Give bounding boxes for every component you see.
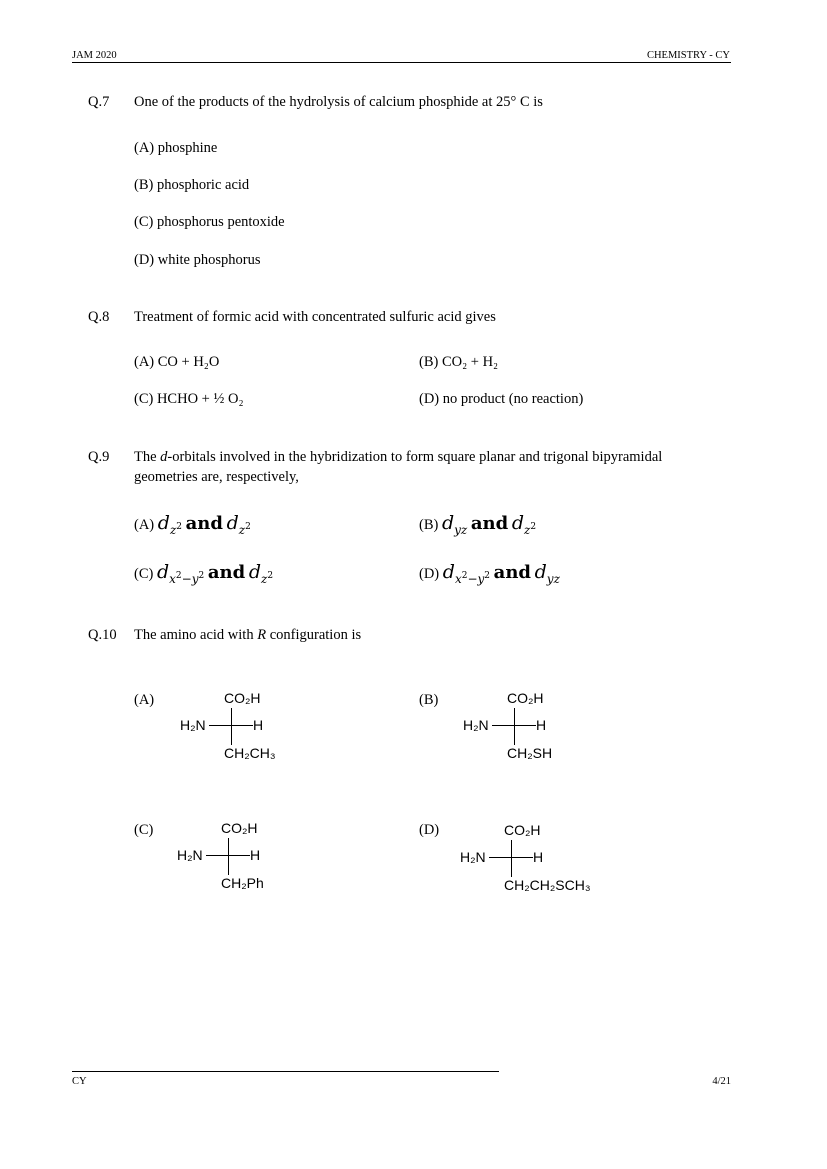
option-a: (A) $d_{z^2}$ and $d_{z^2}$ (134, 512, 251, 537)
bottom-group: CH₂SH (507, 745, 553, 761)
question-text: The d-orbitals involved in the hybridization to form square planar and trigonal bipyramidal geometries are, respectively, (134, 449, 663, 485)
footer-rule (72, 1071, 499, 1072)
question-number: Q.8 (88, 309, 110, 325)
option-a: (A) CO + H₂O (134, 354, 220, 370)
vertical-bond (511, 840, 512, 877)
top-group: CO₂H (224, 690, 261, 706)
option-d-label: (D) (419, 822, 440, 838)
question-text: Treatment of formic acid with concentrated sulfuric acid gives (134, 309, 496, 325)
right-group: H (250, 847, 261, 863)
option-b: (B) phosphoric acid (134, 177, 250, 193)
fischer-projection-d (460, 822, 620, 902)
option-d: (D) $d_{x^2-y^2}$ and $d_{yz}$ (419, 561, 560, 586)
left-group: H₂N (177, 847, 203, 863)
bottom-group: CH₂Ph (221, 875, 264, 891)
vertical-bond (514, 708, 515, 745)
question-text: One of the products of the hydrolysis of calcium phosphide at 25° C is (134, 94, 543, 110)
fischer-projection-b (463, 690, 603, 770)
bottom-group: CH₂CH₃ (224, 745, 276, 761)
option-c: (C) HCHO + ½ O₂ (134, 391, 244, 407)
right-group: H (253, 717, 264, 733)
bottom-group: CH₂CH₂SCH₃ (504, 877, 591, 893)
top-group: CO₂H (221, 820, 258, 836)
left-group: H₂N (463, 717, 489, 733)
question-text: The amino acid with R configuration is (134, 627, 362, 643)
left-group: H₂N (460, 849, 486, 865)
option-a-label: (A) (134, 692, 155, 708)
question-number: Q.10 (88, 627, 117, 643)
left-group: H₂N (180, 717, 206, 733)
right-group: H (536, 717, 547, 733)
question-number: Q.9 (88, 449, 110, 465)
page-number: 4/21 (712, 1076, 731, 1087)
vertical-bond (231, 708, 232, 745)
option-c: (C) $d_{x^2-y^2}$ and $d_{z^2}$ (134, 561, 274, 586)
vertical-bond (228, 838, 229, 875)
option-b-label: (B) (419, 692, 439, 708)
option-c-label: (C) (134, 822, 154, 838)
top-group: CO₂H (504, 822, 541, 838)
option-a: (A) phosphine (134, 140, 218, 156)
header-rule (72, 62, 731, 63)
option-d: (D) white phosphorus (134, 252, 261, 268)
option-d: (D) no product (no reaction) (419, 391, 584, 407)
top-group: CO₂H (507, 690, 544, 706)
fischer-projection-c (177, 820, 317, 900)
header-right: CHEMISTRY - CY (646, 50, 730, 61)
question-number: Q.7 (88, 94, 110, 110)
right-group: H (533, 849, 544, 865)
header-left: JAM 2020 (72, 50, 117, 61)
option-b: (B) CO₂ + H₂ (419, 354, 499, 370)
fischer-projection-a (180, 690, 320, 770)
footer-left: CY (72, 1076, 87, 1087)
option-c: (C) phosphorus pentoxide (134, 214, 285, 230)
option-b: (B) $d_{yz}$ and $d_{z^2}$ (419, 512, 537, 537)
